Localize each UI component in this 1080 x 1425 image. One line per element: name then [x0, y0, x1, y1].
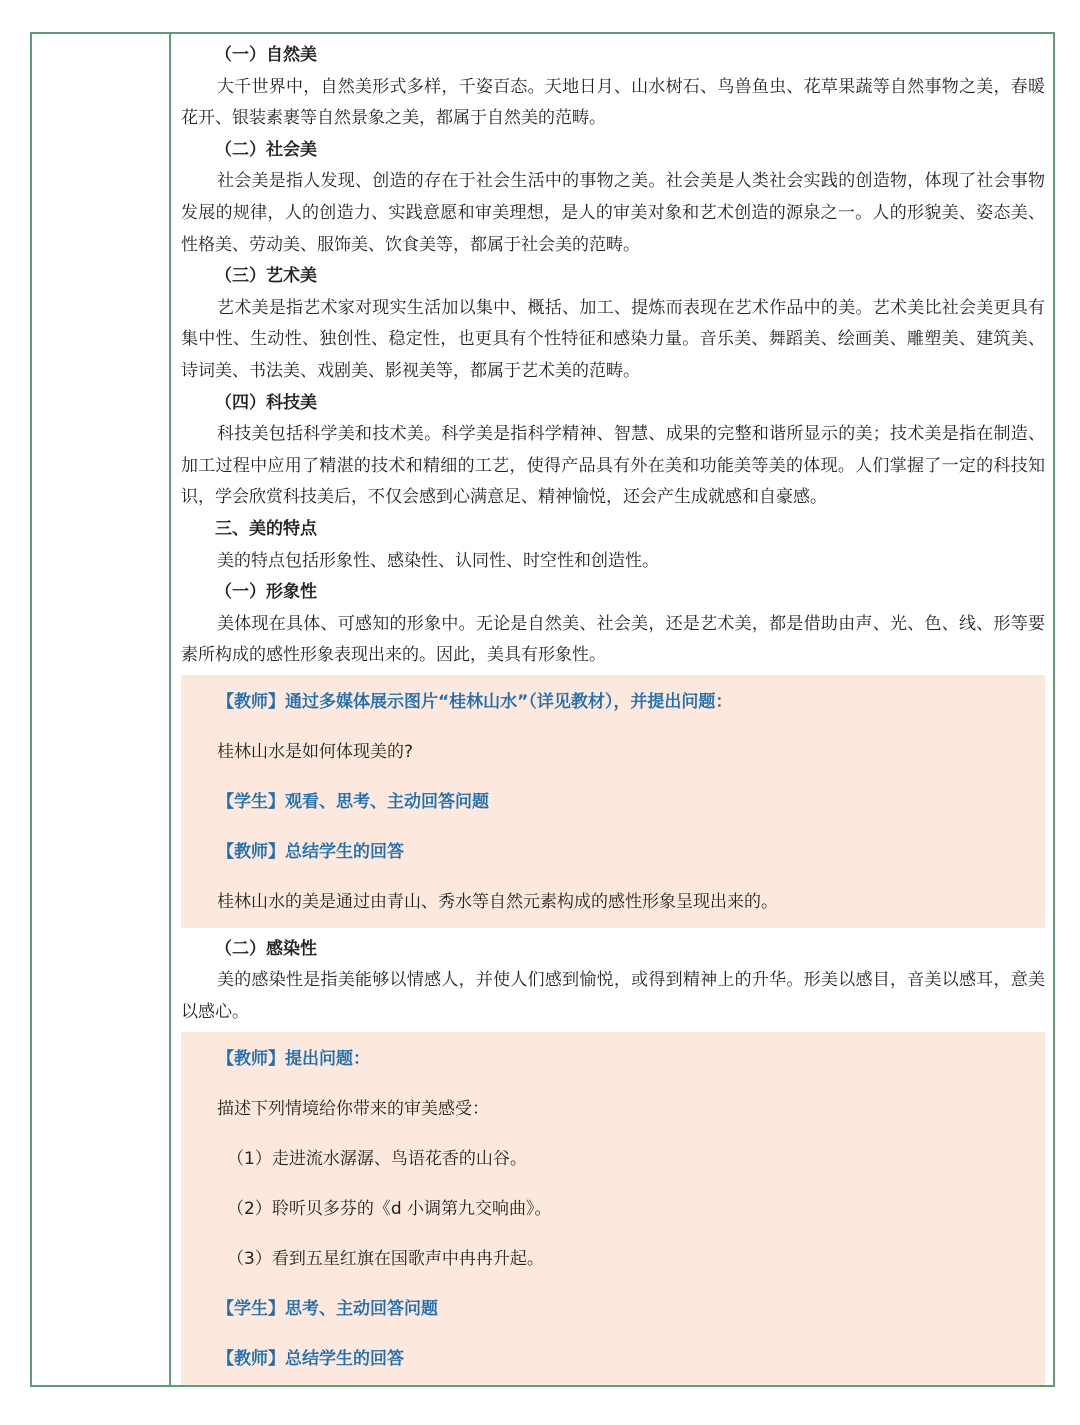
prompt-text: 描述下列情境给你带来的审美感受：	[217, 1098, 489, 1119]
section-text-tech-beauty: 科技美包括科学美和技术美。科学美是指科学精神、智慧、成果的完整和谐所显示的美；技术美是指在制造、加工过程中应用了精湛的技术和精细的工艺，使得产品具有外在美和功能美等美的体现。人们掌握了一定的科技知识，学会欣赏科技美后，不仅会感到心满意足、精神愉悦，还会产生成就感和自豪感。	[181, 424, 1045, 508]
teacher-summary: 【教师】总结学生的回答	[217, 1348, 404, 1369]
section-heading-art-beauty: （三）艺术美	[215, 266, 317, 287]
section-heading-tech-beauty: （四）科技美	[215, 392, 317, 413]
answer-text: 桂林山水的美是通过由青山、秀水等自然元素构成的感性形象呈现出来的。	[217, 891, 778, 912]
scenario-item: （3）看到五星红旗在国歌声中冉冉升起。	[227, 1248, 544, 1269]
question-text: 桂林山水是如何体现美的?	[217, 741, 414, 762]
section-text-features: 美的特点包括形象性、感染性、认同性、时空性和创造性。	[217, 550, 659, 571]
lesson-table	[30, 32, 1055, 1387]
section-heading-natural-beauty: （一）自然美	[215, 45, 317, 65]
scenario-item: （1）走进流水潺潺、鸟语花香的山谷。	[227, 1148, 527, 1169]
section-text-natural-beauty: 大千世界中，自然美形式多样，千姿百态。天地日月、山水树石、鸟兽鱼虫、花草果蔬等自然事物之美，春暖花开、银装素裹等自然景象之美，都属于自然美的范畴。	[181, 76, 1045, 129]
activity-box-guilin	[181, 675, 1045, 928]
teacher-instruction: 【教师】通过多媒体展示图片“桂林山水”（详见教材），并提出问题：	[217, 691, 733, 712]
scenario-item: （2）聆听贝多芬的《d 小调第九交响曲》。	[227, 1198, 552, 1219]
teacher-instruction: 【教师】提出问题：	[217, 1048, 370, 1069]
section-text-social-beauty: 社会美是指人发现、创造的存在于社会生活中的事物之美。社会美是人类社会实践的创造物，体现了社会事物发展的规律，人的创造力、实践意愿和审美理想，是人的审美对象和艺术创造的源泉之一。人的形貌美、姿态美、性格美、劳动美、服饰美、饮食美等，都属于社会美的范畴。	[181, 171, 1045, 255]
section-text-infectiousness: 美的感染性是指美能够以情感人，并使人们感到愉悦，或得到精神上的升华。形美以感目，音美以感耳，意美以感心。	[181, 970, 1045, 1023]
section-text-imagery: 美体现在具体、可感知的形象中。无论是自然美、社会美，还是艺术美，都是借助由声、光、色、线、形等要素所构成的感性形象表现出来的。因此，美具有形象性。	[181, 613, 1045, 666]
student-activity: 【学生】观看、思考、主动回答问题	[217, 791, 489, 812]
section-heading-imagery: （一）形象性	[215, 582, 317, 603]
table-content-cell	[171, 34, 1053, 1385]
section-heading-social-beauty: （二）社会美	[215, 139, 317, 160]
section-heading-infectiousness: （二）感染性	[215, 938, 317, 959]
teacher-summary: 【教师】总结学生的回答	[217, 841, 404, 862]
activity-box-aesthetic	[181, 1032, 1045, 1385]
section-text-art-beauty: 艺术美是指艺术家对现实生活加以集中、概括、加工、提炼而表现在艺术作品中的美。艺术美比社会美更具有集中性、生动性、独创性、稳定性，也更具有个性特征和感染力量。音乐美、舞蹈美、绘画美、雕塑美、建筑美、诗词美、书法美、戏剧美、影视美等，都属于艺术美的范畴。	[181, 297, 1045, 381]
table-left-column	[32, 34, 171, 1385]
student-activity: 【学生】思考、主动回答问题	[217, 1298, 438, 1319]
section-heading-features: 三、美的特点	[215, 518, 317, 539]
